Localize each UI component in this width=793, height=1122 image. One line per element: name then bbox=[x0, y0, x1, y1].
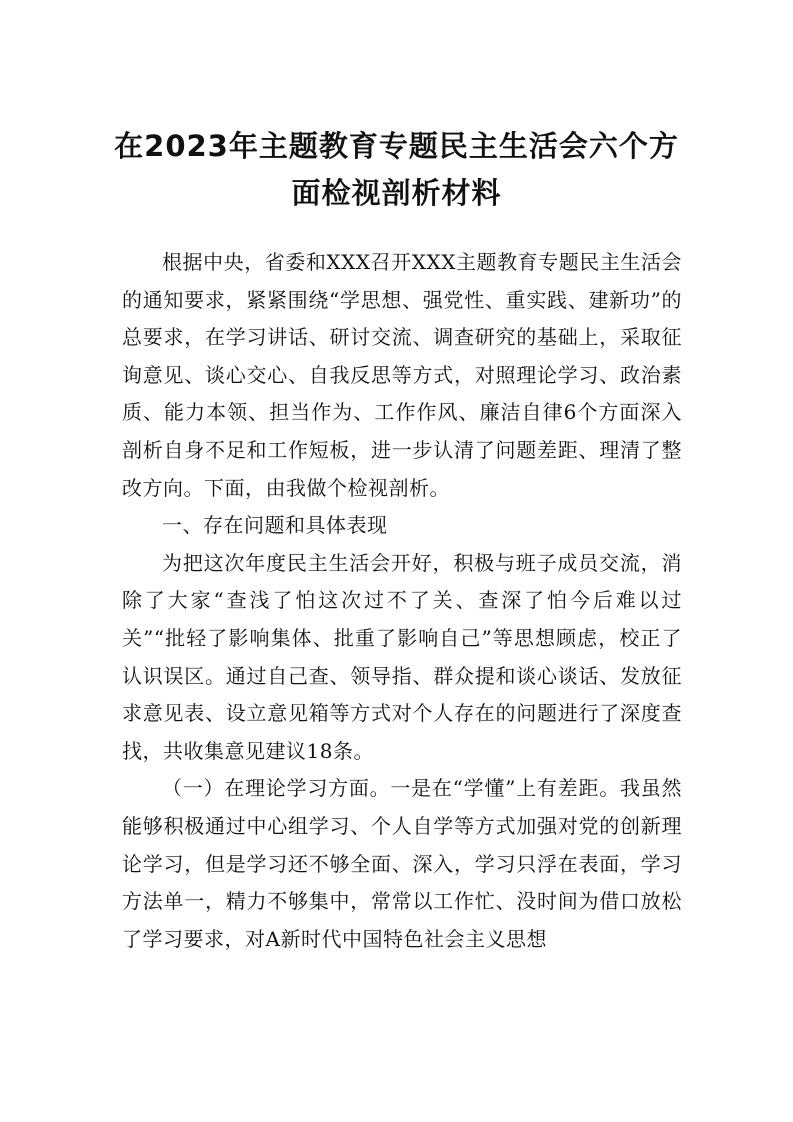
paragraph-preparation: 为把这次年度民主生活会开好，积极与班子成员交流，消除了大家“查浅了怕这次过不了关、查深了怕今后难以过关”“批轻了影响集体、批重了影响自己”等思想顾虑，校正了认识误区。通过自己查、领导指、群众提和谈心谈话、发放征求意见表、设立意见箱等方式对个人存在的问题进行了深度查找，共收集意见建议18条。 bbox=[122, 550, 682, 763]
document-body bbox=[122, 244, 682, 958]
paragraph-theory-study: （一）在理论学习方面。一是在“学懂”上有差距。我虽然能够积极通过中心组学习、个人自学等方式加强对党的创新理论学习，但是学习还不够全面、深入，学习只浮在表面，学习方法单一，精力不够集中，常常以工作忙、没时间为借口放松了学习要求，对A新时代中国特色社会主义思想 bbox=[122, 776, 682, 951]
section-heading-problems: 一、存在问题和具体表现 bbox=[162, 513, 388, 538]
paragraph-intro: 根据中央，省委和XXX召开XXX主题教育专题民主生活会的通知要求，紧紧围绕“学思想、强党性、重实践、建新功”的总要求，在学习讲话、研讨交流、调查研究的基础上，采取征询意见、谈心交心、自我反思等方式，对照理论学习、政治素质、能力本领、担当作为、工作作风、廉洁自律6个方面深入剖析自身不足和工作短板，进一步认清了问题差距、理清了整改方向。下面，由我做个检视剖析。 bbox=[122, 250, 682, 500]
document-title-line-1: 在2023年主题教育专题民主生活会六个方 bbox=[114, 129, 679, 163]
document-title-line-2: 面检视剖析材料 bbox=[291, 176, 502, 210]
